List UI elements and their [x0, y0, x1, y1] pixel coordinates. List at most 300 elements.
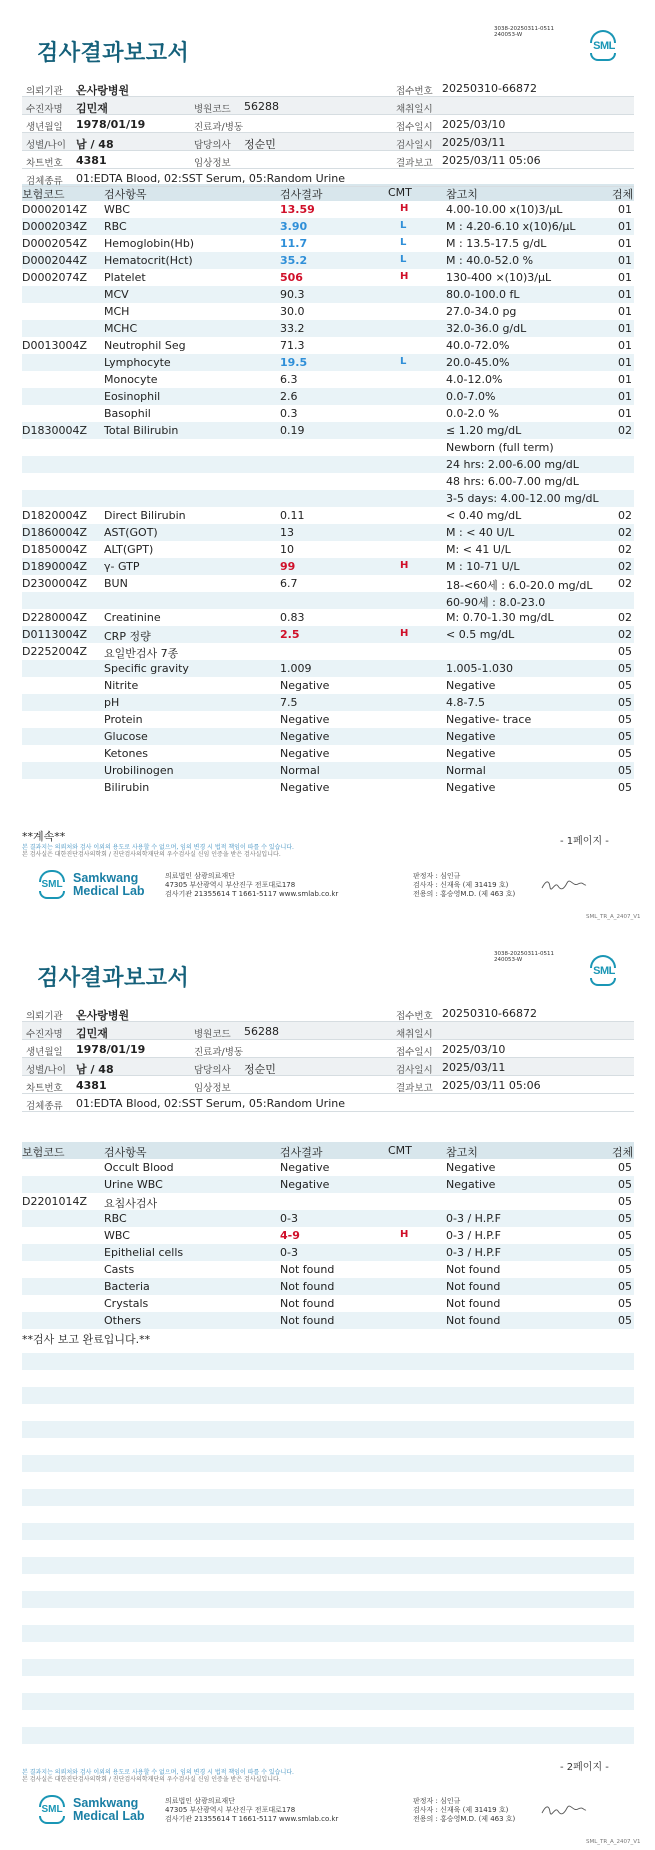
cell-item: RBC [104, 1212, 127, 1225]
blank-row [22, 1489, 634, 1506]
document-code-line: 3038-20250311-0511 [494, 26, 554, 32]
blank-row [22, 1659, 634, 1676]
table-row [22, 575, 634, 592]
cell-item: Ketones [104, 747, 148, 760]
disclaimer-line: 본 결과지는 의뢰처와 검사 이외의 용도로 사용할 수 없으며, 임의 변경 시 법적 책임이 따를 수 있습니다. [22, 1769, 294, 1776]
table-row [22, 456, 634, 473]
cell-specimen: 05 [618, 1297, 632, 1310]
report-title: 검사결과보고서 [37, 966, 190, 991]
cell-flag: H [400, 560, 409, 571]
cell-specimen: 05 [618, 713, 632, 726]
disclaimer-line: 본 결과지는 의뢰처와 검사 이외의 용도로 사용할 수 없으며, 임의 변경 시 법적 책임이 따를 수 있습니다. [22, 844, 294, 851]
header-row [22, 1022, 634, 1040]
cell-result: 19.5 [280, 356, 308, 369]
cell-code: D0002044Z [22, 254, 87, 267]
cell-code: D1860004Z [22, 526, 87, 539]
cell-reference: Negative [446, 781, 496, 794]
results-table-page-1 [22, 201, 634, 796]
cell-result: 11.7 [280, 237, 308, 250]
header-label: 병원코드 [194, 1029, 231, 1040]
header-label: 임상정보 [194, 158, 231, 169]
header-value: 2025/03/11 05:06 [442, 1079, 541, 1092]
cell-reference: 0-3 / H.P.F [446, 1229, 501, 1242]
signatory-line: 판정자 : 심인규 [413, 872, 461, 880]
table-row [22, 1210, 634, 1227]
cell-result: Negative [280, 781, 330, 794]
cell-reference: 40.0-72.0% [446, 339, 510, 352]
cell-specimen: 02 [618, 628, 632, 641]
header-value: 2025/03/10 [442, 118, 506, 131]
cell-specimen: 05 [618, 1161, 632, 1174]
table-row [22, 728, 634, 745]
cell-result: Negative [280, 1178, 330, 1191]
cell-specimen: 05 [618, 747, 632, 760]
header-label: 수진자명 [26, 1029, 63, 1040]
cell-reference: M : 4.20-6.10 x(10)6/μL [446, 220, 576, 233]
cell-reference: Negative [446, 1178, 496, 1191]
cell-code: D2300004Z [22, 577, 87, 590]
cell-item: WBC [104, 1229, 130, 1242]
header-row [22, 133, 634, 151]
cell-result: 506 [280, 271, 303, 284]
continued-note: **계속** [22, 830, 66, 843]
table-row [22, 1261, 634, 1278]
cell-item: WBC [104, 203, 130, 216]
form-code: SML_TR_A_2407_V1 [586, 1839, 641, 1845]
table-row [22, 201, 634, 218]
cell-result: Not found [280, 1263, 335, 1276]
cell-specimen: 05 [618, 645, 632, 658]
handwritten-signature [540, 878, 588, 892]
cell-reference: 0-3 / H.P.F [446, 1246, 501, 1259]
cell-specimen: 01 [618, 203, 632, 216]
cell-item: 요침사검사 [104, 1197, 158, 1210]
header-value: 2025/03/11 05:06 [442, 154, 541, 167]
cell-item: ALT(GPT) [104, 543, 154, 556]
header-row [22, 1040, 634, 1058]
col-result-header: 검사결과 [280, 188, 323, 201]
col-item-header: 검사항목 [104, 188, 147, 201]
col-specimen-header: 검체 [612, 1146, 634, 1159]
header-value: 2025/03/11 [442, 136, 506, 149]
header-label: 검사일시 [396, 1065, 433, 1076]
cell-item: Monocyte [104, 373, 158, 386]
specimen-value: 01:EDTA Blood, 02:SST Serum, 05:Random Urine [76, 172, 345, 185]
cell-reference: Not found [446, 1314, 501, 1327]
lab-address [165, 1797, 338, 1824]
table-row [22, 218, 634, 235]
cell-reference: M : 10-71 U/L [446, 560, 520, 573]
signatory-line: 검사자 : 신재육 (제 31419 호) [413, 881, 509, 889]
cell-item: Total Bilirubin [104, 424, 179, 437]
sml-logo-text: SML [41, 879, 63, 890]
sml-logo-text: SML [41, 1804, 63, 1815]
page-number: - 2페이지 - [560, 1762, 609, 1773]
cell-specimen: 02 [618, 560, 632, 573]
cell-result: 0-3 [280, 1212, 298, 1225]
samkwang-brand-name [73, 1797, 145, 1823]
signatories [413, 872, 515, 899]
results-table-page-2 [22, 1159, 634, 1329]
header-value: 정순민 [244, 1063, 276, 1076]
table-row [22, 1227, 634, 1244]
header-label: 접수번호 [396, 86, 433, 97]
cell-item: Others [104, 1314, 141, 1327]
cell-reference: 32.0-36.0 g/dL [446, 322, 527, 335]
header-label: 접수일시 [396, 1047, 433, 1058]
table-row [22, 507, 634, 524]
cell-specimen: 05 [618, 679, 632, 692]
table-row [22, 388, 634, 405]
blank-row [22, 1421, 634, 1438]
header-value: 56288 [244, 100, 279, 113]
specimen-row [22, 1094, 634, 1112]
header-label: 의뢰기관 [26, 86, 63, 97]
cell-item: Eosinophil [104, 390, 161, 403]
cell-result: 71.3 [280, 339, 305, 352]
header-label: 채취일시 [396, 1029, 433, 1040]
samkwang-logo [37, 868, 147, 904]
cell-specimen: 02 [618, 424, 632, 437]
cell-reference: 4.8-7.5 [446, 696, 485, 709]
cell-item: BUN [104, 577, 128, 590]
cell-specimen: 05 [618, 696, 632, 709]
address-line: 검사기관 21355614 T 1661-5117 www.smlab.co.kr [165, 1815, 339, 1823]
cell-reference: M : < 40 U/L [446, 526, 515, 539]
blank-row [22, 1523, 634, 1540]
col-specimen-header: 검체 [612, 188, 634, 201]
cell-item: Protein [104, 713, 143, 726]
cell-code: D0002034Z [22, 220, 87, 233]
address-line: 47305 부산광역시 부산진구 전포대로178 [165, 1806, 296, 1814]
cell-specimen: 01 [618, 288, 632, 301]
cell-reference: Negative [446, 730, 496, 743]
cell-specimen: 02 [618, 526, 632, 539]
header-row [22, 1076, 634, 1094]
table-row [22, 745, 634, 762]
document-code-line: 240053-W [494, 957, 523, 963]
header-value: 1978/01/19 [76, 118, 146, 131]
cell-reference: 0.0-2.0 % [446, 407, 499, 420]
report-title: 검사결과보고서 [37, 41, 190, 66]
cell-reference: 80.0-100.0 fL [446, 288, 520, 301]
cell-result: Negative [280, 713, 330, 726]
cell-specimen: 01 [618, 254, 632, 267]
table-row [22, 779, 634, 796]
cell-result: Not found [280, 1314, 335, 1327]
cell-item: MCV [104, 288, 129, 301]
table-row [22, 609, 634, 626]
cell-item: MCHC [104, 322, 138, 335]
address-line: 47305 부산광역시 부산진구 전포대로178 [165, 881, 296, 889]
header-label: 담당의사 [194, 1065, 231, 1076]
cell-reference: M : 40.0-52.0 % [446, 254, 534, 267]
cell-reference: 48 hrs: 6.00-7.00 mg/dL [446, 475, 579, 488]
signatory-line: 전용의 : 홍승영M.D. (제 463 호) [413, 1815, 516, 1823]
col-result-header: 검사결과 [280, 1146, 323, 1159]
header-label: 수진자명 [26, 104, 63, 115]
cell-reference: Newborn (full term) [446, 441, 554, 454]
document-code [494, 26, 554, 38]
cell-item: Occult Blood [104, 1161, 174, 1174]
cell-item: Creatinine [104, 611, 161, 624]
table-row [22, 626, 634, 643]
cell-code: D0013004Z [22, 339, 87, 352]
cell-code: D2280004Z [22, 611, 87, 624]
report-page-2 [0, 925, 655, 1850]
cell-reference: Negative [446, 1161, 496, 1174]
header-label: 성별/나이 [26, 140, 66, 151]
table-row [22, 592, 634, 609]
cell-result: 0-3 [280, 1246, 298, 1259]
col-cmt-header: CMT [388, 186, 412, 199]
header-value: 정순민 [244, 138, 276, 151]
col-cmt-header: CMT [388, 1144, 412, 1157]
cell-specimen: 01 [618, 407, 632, 420]
header-row [22, 115, 634, 133]
cell-reference: M: 0.70-1.30 mg/dL [446, 611, 554, 624]
cell-item: RBC [104, 220, 127, 233]
cell-specimen: 05 [618, 1246, 632, 1259]
table-row [22, 660, 634, 677]
header-value: 남 / 48 [76, 1063, 114, 1076]
cell-reference: Not found [446, 1263, 501, 1276]
table-row [22, 711, 634, 728]
cell-result: 33.2 [280, 322, 305, 335]
cell-item: pH [104, 696, 120, 709]
table-row [22, 1193, 634, 1210]
cell-result: Negative [280, 747, 330, 760]
cell-result: 0.11 [280, 509, 305, 522]
table-row [22, 371, 634, 388]
header-value: 56288 [244, 1025, 279, 1038]
table-row [22, 252, 634, 269]
cell-specimen: 05 [618, 1229, 632, 1242]
cell-item: MCH [104, 305, 130, 318]
col-item-header: 검사항목 [104, 1146, 147, 1159]
header-label: 의뢰기관 [26, 1011, 63, 1022]
blank-row [22, 1353, 634, 1370]
header-row [22, 97, 634, 115]
cell-item: Urine WBC [104, 1178, 163, 1191]
table-row [22, 541, 634, 558]
cell-item: Bilirubin [104, 781, 150, 794]
cell-result: 13 [280, 526, 294, 539]
cell-result: 35.2 [280, 254, 308, 267]
cell-result: 1.009 [280, 662, 312, 675]
cell-reference: 4.0-12.0% [446, 373, 503, 386]
cell-specimen: 05 [618, 1212, 632, 1225]
header-label: 생년월일 [26, 1047, 63, 1058]
header-value: 20250310-66872 [442, 82, 537, 95]
form-code: SML_TR_A_2407_V1 [586, 914, 641, 920]
cell-item: Glucose [104, 730, 148, 743]
header-row [22, 79, 634, 97]
cell-item: Crystals [104, 1297, 149, 1310]
cell-result: 30.0 [280, 305, 305, 318]
header-label: 결과보고 [396, 1083, 433, 1094]
cell-item: γ- GTP [104, 560, 140, 573]
cell-result: 90.3 [280, 288, 305, 301]
specimen-label: 검체종류 [26, 176, 63, 187]
cell-code: D0002054Z [22, 237, 87, 250]
disclaimer-line: 본 검사실은 대한진단검사의학회 / 진단검사의학재단의 우수검사실 신임 인증을 받은 검사실입니다. [22, 851, 281, 858]
completed-note: **검사 보고 완료입니다.** [22, 1333, 151, 1346]
cell-item: Epithelial cells [104, 1246, 184, 1259]
cell-specimen: 02 [618, 577, 632, 590]
cell-result: Not found [280, 1297, 335, 1310]
signatory-line: 전용의 : 홍승영M.D. (제 463 호) [413, 890, 516, 898]
header-value: 2025/03/10 [442, 1043, 506, 1056]
cell-item: CRP 정량 [104, 630, 151, 643]
results-table-header [22, 1142, 634, 1159]
cell-result: 10 [280, 543, 294, 556]
cell-reference: M: < 41 U/L [446, 543, 511, 556]
specimen-value: 01:EDTA Blood, 02:SST Serum, 05:Random Urine [76, 1097, 345, 1110]
header-label: 차트번호 [26, 158, 63, 169]
cell-result: 2.6 [280, 390, 298, 403]
disclaimer [22, 844, 294, 858]
cell-result: Normal [280, 764, 320, 777]
header-row [22, 1058, 634, 1076]
cell-item: Urobilinogen [104, 764, 174, 777]
header-label: 진료과/병동 [194, 1047, 244, 1058]
sml-logo-text: SML [593, 40, 615, 52]
cell-reference: Normal [446, 764, 486, 777]
cell-specimen: 05 [618, 781, 632, 794]
disclaimer-line: 본 검사실은 대한진단검사의학회 / 진단검사의학재단의 우수검사실 신임 인증을 받은 검사실입니다. [22, 1776, 281, 1783]
cell-flag: L [400, 220, 407, 231]
cell-specimen: 05 [618, 1314, 632, 1327]
table-row [22, 337, 634, 354]
header-label: 생년월일 [26, 122, 63, 133]
cell-reference: Not found [446, 1280, 501, 1293]
cell-result: 0.19 [280, 424, 305, 437]
header-label: 병원코드 [194, 104, 231, 115]
blank-row [22, 1693, 634, 1710]
header-value: 김민재 [76, 1027, 108, 1040]
document-code-line: 3038-20250311-0511 [494, 951, 554, 957]
header-label: 검사일시 [396, 140, 433, 151]
table-row [22, 1295, 634, 1312]
table-row [22, 269, 634, 286]
document-code-line: 240053-W [494, 32, 523, 38]
brand-line: Samkwang [73, 1796, 139, 1810]
cell-reference: Negative- trace [446, 713, 532, 726]
cell-specimen: 01 [618, 339, 632, 352]
cell-reference: 24 hrs: 2.00-6.00 mg/dL [446, 458, 579, 471]
cell-specimen: 05 [618, 1178, 632, 1191]
table-row [22, 762, 634, 779]
header-row [22, 1004, 634, 1022]
header-label: 접수번호 [396, 1011, 433, 1022]
table-row [22, 303, 634, 320]
header-label: 성별/나이 [26, 1065, 66, 1076]
signatories [413, 1797, 515, 1824]
cell-specimen: 05 [618, 662, 632, 675]
handwritten-signature [540, 1803, 588, 1817]
table-row [22, 1312, 634, 1329]
cell-item: Bacteria [104, 1280, 150, 1293]
cell-specimen: 01 [618, 220, 632, 233]
brand-line: Medical Lab [73, 884, 145, 898]
signatory-line: 판정자 : 심인규 [413, 1797, 461, 1805]
blank-row [22, 1455, 634, 1472]
cell-item: Hematocrit(Hct) [104, 254, 193, 267]
cell-flag: L [400, 237, 407, 248]
table-row [22, 354, 634, 371]
header-value: 4381 [76, 1079, 107, 1092]
cell-item: Nitrite [104, 679, 139, 692]
cell-specimen: 01 [618, 305, 632, 318]
cell-reference: 18-<60세 : 6.0-20.0 mg/dL [446, 579, 593, 592]
sml-logo [588, 30, 620, 62]
cell-code: D1890004Z [22, 560, 87, 573]
cell-code: D1830004Z [22, 424, 87, 437]
header-label: 담당의사 [194, 140, 231, 151]
cell-specimen: 01 [618, 271, 632, 284]
cell-code: D0002014Z [22, 203, 87, 216]
cell-item: Basophil [104, 407, 151, 420]
samkwang-logo [37, 1793, 147, 1829]
header-label: 진료과/병동 [194, 122, 244, 133]
cell-result: 6.3 [280, 373, 298, 386]
col-ref-header: 참고치 [446, 188, 478, 201]
cell-result: 0.3 [280, 407, 298, 420]
cell-specimen: 05 [618, 764, 632, 777]
address-line: 의료법인 삼광의료재단 [165, 872, 235, 880]
cell-result: 6.7 [280, 577, 298, 590]
cell-item: Neutrophil Seg [104, 339, 186, 352]
cell-item: Casts [104, 1263, 135, 1276]
table-row [22, 405, 634, 422]
header-value: 온사랑병원 [76, 1009, 130, 1022]
cell-reference: Not found [446, 1297, 501, 1310]
header-label: 결과보고 [396, 158, 433, 169]
cell-specimen: 02 [618, 509, 632, 522]
specimen-row [22, 169, 634, 187]
cell-specimen: 05 [618, 1195, 632, 1208]
blank-row [22, 1727, 634, 1744]
signatory-line: 검사자 : 신재육 (제 31419 호) [413, 1806, 509, 1814]
table-row [22, 524, 634, 541]
cell-result: 99 [280, 560, 296, 573]
cell-reference: 60-90세 : 8.0-23.0 [446, 596, 546, 609]
cell-result: 3.90 [280, 220, 308, 233]
cell-result: 4-9 [280, 1229, 300, 1242]
address-line: 의료법인 삼광의료재단 [165, 1797, 235, 1805]
header-label: 차트번호 [26, 1083, 63, 1094]
table-row [22, 473, 634, 490]
blank-row [22, 1625, 634, 1642]
cell-reference: 1.005-1.030 [446, 662, 513, 675]
header-value: 온사랑병원 [76, 84, 130, 97]
table-row [22, 490, 634, 507]
table-row [22, 286, 634, 303]
address-line: 검사기관 21355614 T 1661-5117 www.smlab.co.kr [165, 890, 339, 898]
lab-address [165, 872, 338, 899]
cell-code: D2252004Z [22, 645, 87, 658]
brand-line: Medical Lab [73, 1809, 145, 1823]
header-value: 2025/03/11 [442, 1061, 506, 1074]
table-row [22, 558, 634, 575]
cell-result: 13.59 [280, 203, 315, 216]
table-row [22, 643, 634, 660]
header-value: 1978/01/19 [76, 1043, 146, 1056]
brand-line: Samkwang [73, 871, 139, 885]
cell-code: D1820004Z [22, 509, 87, 522]
table-row [22, 694, 634, 711]
